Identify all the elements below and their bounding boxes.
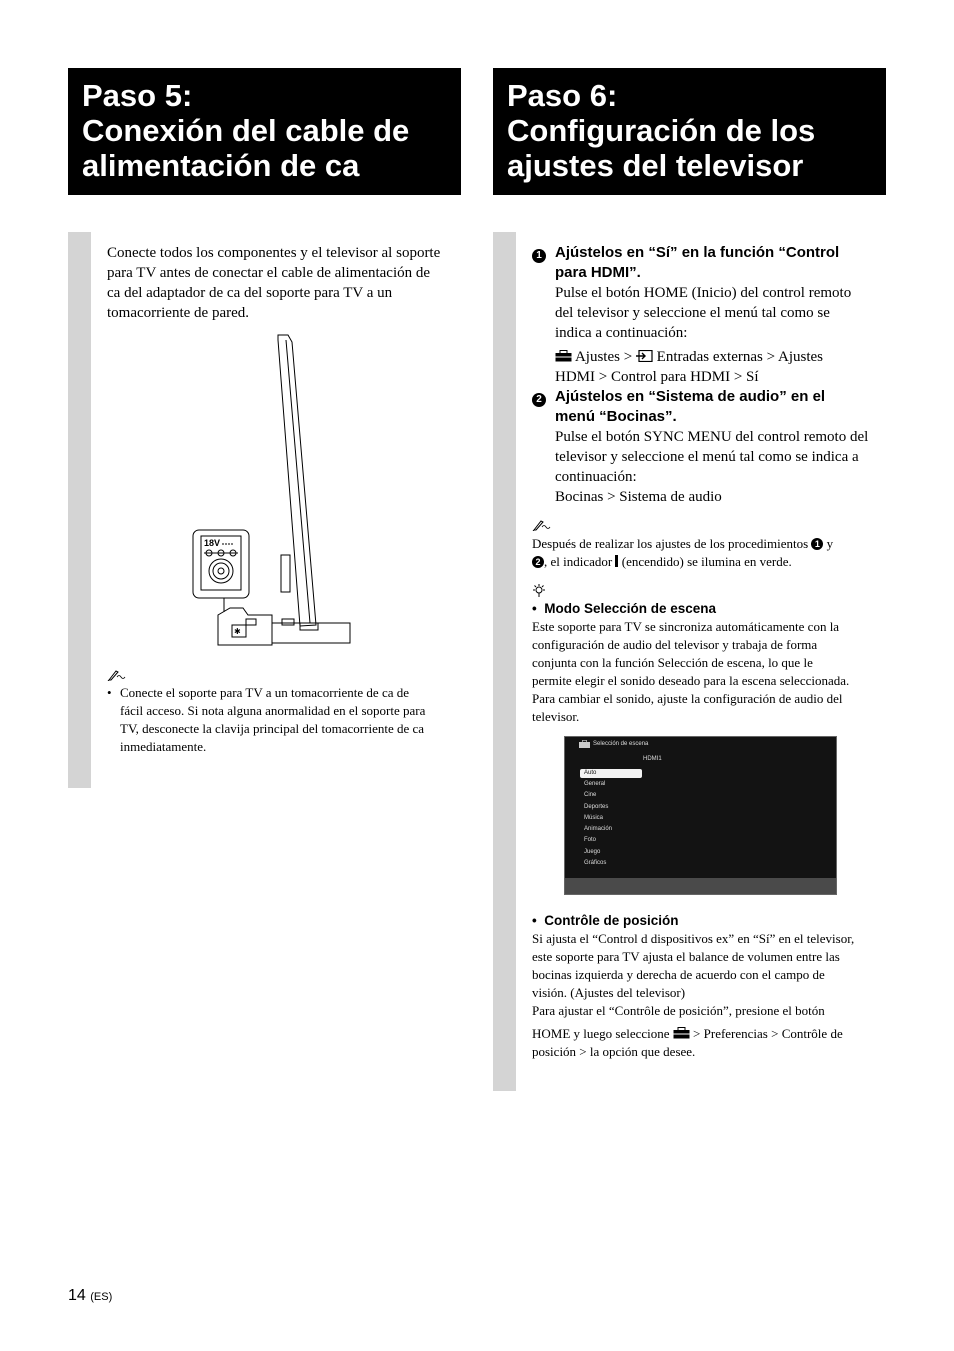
settings-toolbox-icon — [673, 1027, 690, 1039]
external-inputs-icon — [636, 350, 653, 362]
step6-note: Después de realizar los ajustes de los procedimientos 1 y 2 , el indicador (encendido) se ilumina en verde. — [532, 536, 834, 569]
step5-note: • Conecte el soporte para TV a un tomacorriente de ca de fácil acceso. Si nota alguna anormalidad en el soporte para TV, desconecte la clavija principal del tomacorriente de ca inmediatamente. — [107, 685, 426, 754]
step2-number-icon: 2 — [532, 390, 546, 408]
settings-toolbox-icon — [579, 740, 590, 748]
scene-option[interactable]: General — [584, 781, 606, 787]
scene-option[interactable]: Foto — [584, 837, 597, 843]
screen-title: Selección de escena — [593, 741, 649, 747]
step2-body: Pulse el botón SYNC MENU del control remoto del televisor y seleccione el menú tal como se indica a continuación: Bocinas > Sistema de audio — [555, 429, 869, 505]
step6-title-line3: ajustes del televisor — [507, 148, 804, 183]
step5-intro: Conecte todos los componentes y el televisor al soporte para TV antes de conectar el cable de alimentación de ca del adaptador de ca del soporte para TV a un tomacorriente de pared. — [107, 245, 441, 321]
page-number: 14 (ES) — [68, 1287, 113, 1304]
step2-title: Ajústelos en “Sistema de audio” en el menú “Bocinas”. — [555, 388, 826, 425]
scene-option[interactable]: Auto — [584, 770, 597, 776]
step6-header — [493, 68, 886, 195]
tv-stand-illustration — [188, 330, 358, 655]
path-hdmi: HDMI > Control para HDMI > Sí — [555, 369, 759, 385]
screen-footer-bar — [565, 878, 836, 894]
step1-number-icon: 1 — [532, 246, 546, 264]
position-control-heading: Contrôle de posición — [544, 913, 679, 928]
path-external-inputs: Entradas externas > Ajustes — [656, 349, 823, 365]
step-2-ref-icon: 2 — [532, 556, 544, 568]
step1-body: Pulse el botón HOME (Inicio) del control remoto del televisor y seleccione el menú tal como se indica a continuación: Ajustes > Entradas externas > Ajustes HDMI > Control para HDMI > Sí — [555, 283, 895, 387]
step5-title-line1: Paso 5: — [82, 78, 193, 113]
scene-option[interactable]: Gráficos — [584, 860, 607, 866]
scene-option[interactable]: Música — [584, 815, 604, 821]
path-settings: Ajustes > — [574, 349, 633, 365]
power-indicator-icon — [615, 555, 618, 567]
step5-title-line3: alimentación de ca — [82, 148, 360, 183]
step6-title-line2: Configuración de los — [507, 113, 816, 148]
scene-option[interactable]: Juego — [584, 849, 601, 855]
scene-option[interactable]: Deportes — [584, 804, 609, 810]
svg-text:✱: ✱ — [234, 627, 241, 636]
step5-header — [68, 68, 461, 195]
screen-input: HDMI1 — [643, 756, 662, 762]
voltage-label: 18V — [204, 538, 221, 548]
scene-selection-screen — [564, 736, 837, 895]
settings-toolbox-icon — [555, 350, 572, 362]
scene-option[interactable]: Cine — [584, 792, 597, 798]
pencil-note-icon — [532, 518, 552, 536]
step5-title-line2: Conexión del cable de — [82, 113, 410, 148]
tip1-block: • Modo Selección de escena Este soporte para TV se sincroniza automáticamente con la configuración de audio del televisor y trabaja de forma conjunta con la función Selección de escena, lo que le permite elegir el sonido deseado para la escena seleccionada. Para cambiar el sonido, ajuste la configuración de audio del televisor. — [532, 601, 850, 724]
right-column-bar — [493, 232, 516, 1091]
scene-option[interactable]: Animación — [584, 826, 613, 832]
step-1-ref-icon: 1 — [811, 538, 823, 550]
tip2-block: • Contrôle de posición Si ajusta el “Control d dispositivos ex” en “Sí” en el televisor, este soporte para TV ajusta el balance de volumen entre las bocinas izquierda y derecha de acuerdo con el campo de visión. (Ajustes del televisor) Para ajustar el “Contrôle de posición”, presione el botón HOME y luego seleccione > Preferencias > Contrôle de posición > la opción que desee. — [532, 913, 855, 1059]
left-column-bar — [68, 232, 91, 788]
language-code: (ES) — [90, 1291, 113, 1303]
scene-mode-heading: Modo Selección de escena — [544, 601, 717, 616]
step1-title: Ajústelos en “Sí” en la función “Control para HDMI”. — [555, 244, 840, 281]
step6-title-line1: Paso 6: — [507, 78, 618, 113]
